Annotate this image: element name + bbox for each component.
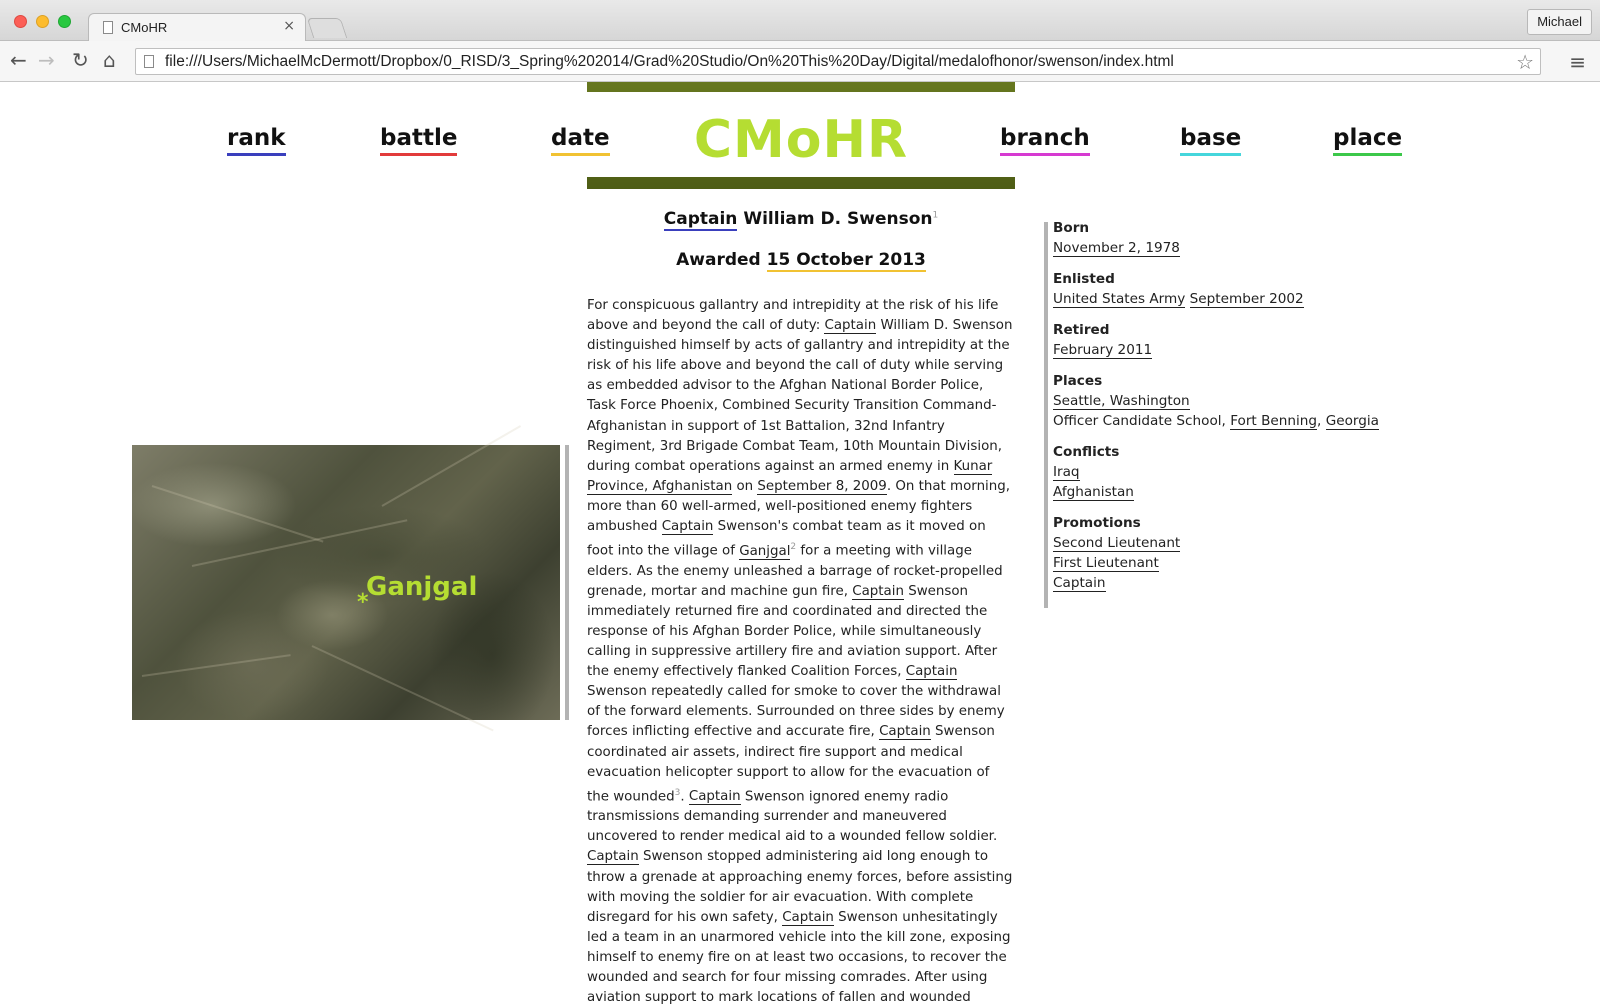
nav-rank[interactable]: rank	[227, 125, 286, 156]
awarded-label: Awarded	[676, 250, 761, 270]
nav-date[interactable]: date	[551, 125, 610, 156]
enlisted-section: Enlisted United States Army September 2002	[1053, 271, 1304, 307]
nav-place[interactable]: place	[1333, 125, 1402, 156]
conflicts-section: Conflicts Iraq Afghanistan	[1053, 444, 1134, 500]
back-arrow-icon[interactable]: ←	[10, 48, 27, 72]
rank-link[interactable]: Captain	[688, 789, 741, 805]
map-location-label: Ganjgal	[366, 572, 478, 602]
village-link[interactable]: Ganjgal	[739, 543, 791, 559]
site-logo[interactable]: CMoHR	[693, 110, 909, 170]
recipient-title	[587, 209, 1015, 229]
satellite-map[interactable]	[132, 445, 560, 720]
rank-link[interactable]: Captain	[782, 909, 834, 925]
rank-link[interactable]: Captain	[852, 583, 904, 599]
nav-branch[interactable]: branch	[1000, 125, 1090, 156]
location-marker-icon: *	[357, 590, 369, 615]
sidebar-divider-bar	[1044, 222, 1048, 608]
conflict-link[interactable]: Afghanistan	[1053, 484, 1134, 500]
citation-text: For conspicuous gallantry and intrepidity at the risk of his life above and beyond the call of duty: Captain William D. Swenson distinguished himself by acts of gallantry and intrepidity at the risk of his life above and beyond the call of duty while serving as embedded advisor to the Afghan National Border Police, Task Force Phoenix, Combined Security Transition Command-Afghanistan in support of 1st Battalion, 32nd Infantry Regiment, 3rd Brigade Combat Team, 10th Mountain Division, during combat operations against an armed enemy in Kunar Province, Afghanistan on September 8, 2009. On that morning, more than 60 well-armed, well-positioned enemy fighters ambushed Captain Swenson's combat team as it moved on foot into the village of Ganjgal$^2$ for a meeting with village elders. As the enemy unleashed a barrage of rocket-propelled grenade, mortar and machine gun fire, Captain Swenson immediately returned fire and coordinated and directed the response of his Afghan Border Police, while simultaneously calling in suppressive artillery fire and aviation support. After the enemy effectively flanked Coalition Forces, Captain Swenson repeatedly called for smoke to cover the withdrawal of the forward elements. Surrounded on three sides by enemy forces inflicting effective and accurate fire, Captain Swenson coordinated air assets, indirect fire support and medical evacuation helicopter support to allow for the evacuation of the wounded$^3$. Captain Swenson ignored enemy radio transmissions demanding surrender and maneuvered uncovered to render medical aid to a wounded fellow soldier. Captain Swenson stopped administering aid long enough to throw a grenade at approaching enemy forces, before assisting with moving the soldier for air evacuation. With complete disregard for his own safety, Captain Swenson unhesitatingly led a team in an unarmored vehicle into the kill zone, exposing himself to enemy fire on at least two occasions, to recover the wounded and search for four missing comrades. After using aviation support to mark locations of fallen and wounded	[587, 298, 1013, 1006]
new-tab-button[interactable]	[307, 18, 347, 38]
forward-arrow-icon[interactable]: →	[38, 48, 55, 72]
tab-close-icon[interactable]: ×	[283, 18, 295, 34]
born-date-link[interactable]: November 2, 1978	[1053, 240, 1180, 256]
award-date-line	[587, 250, 1015, 270]
rank-link[interactable]: Captain	[663, 209, 738, 229]
minimize-window-button[interactable]	[36, 15, 49, 28]
footnote-marker[interactable]: 3	[674, 787, 681, 798]
rank-link[interactable]: Captain	[905, 664, 958, 680]
promotions-section: Promotions Second Lieutenant First Lieutenant Captain	[1053, 515, 1181, 591]
zoom-window-button[interactable]	[58, 15, 71, 28]
place-link[interactable]: Seattle, Washington	[1053, 393, 1190, 409]
recipient-facts-sidebar	[1053, 218, 1473, 604]
recipient-name: William D. Swenson	[743, 209, 933, 229]
browser-tab-active[interactable]	[88, 13, 306, 42]
nav-battle[interactable]: battle	[380, 125, 457, 156]
date-link[interactable]: September 8, 2009	[757, 478, 887, 494]
nav-base[interactable]: base	[1180, 125, 1241, 156]
base-link[interactable]: Fort Benning	[1230, 413, 1318, 429]
browser-menu-icon[interactable]: ≡	[1569, 50, 1586, 74]
promotion-link[interactable]: Captain	[1053, 575, 1106, 591]
rank-link[interactable]: Captain	[587, 849, 639, 865]
footnote-marker[interactable]: 2	[790, 542, 797, 553]
rank-link[interactable]: Captain	[824, 318, 877, 334]
page-icon	[144, 55, 154, 68]
rank-link[interactable]: Captain	[879, 724, 931, 740]
page-icon	[103, 21, 113, 34]
retired-date-link[interactable]: February 2011	[1053, 342, 1153, 358]
tab-title: CMoHR	[121, 20, 168, 35]
address-bar-url[interactable]: file:///Users/MichaelMcDermott/Dropbox/0_RISD/3_Spring%202014/Grad%20Studio/On%20This%20Day/Digital/medalofhonor/swenson/index.html	[165, 53, 1174, 70]
map-divider-bar	[565, 445, 569, 720]
rank-link[interactable]: Captain	[661, 519, 714, 535]
conflict-link[interactable]: Iraq	[1053, 464, 1080, 480]
places-section: Places Seattle, Washington Officer Candidate School, Fort Benning, Georgia	[1053, 373, 1379, 429]
place-link[interactable]: Georgia	[1325, 413, 1379, 429]
close-window-button[interactable]	[14, 15, 27, 28]
profile-button[interactable]: Michael	[1527, 9, 1592, 35]
reload-icon[interactable]: ↻	[72, 48, 89, 72]
masthead-banner	[587, 82, 1015, 189]
bookmark-star-icon[interactable]: ☆	[1516, 50, 1534, 74]
award-date-link[interactable]: 15 October 2013	[766, 250, 926, 270]
page-content	[0, 82, 1600, 1006]
promotion-link[interactable]: First Lieutenant	[1053, 555, 1159, 571]
branch-link[interactable]: United States Army	[1053, 291, 1186, 307]
address-bar[interactable]	[135, 48, 1541, 75]
footnote-marker[interactable]: 1	[932, 210, 939, 221]
place-link[interactable]: Kunar Province, Afghanistan	[587, 458, 993, 494]
born-section: Born November 2, 1978	[1053, 220, 1180, 256]
browser-toolbar	[0, 41, 1600, 82]
home-icon[interactable]: ⌂	[103, 48, 116, 72]
enlisted-date-link[interactable]: September 2002	[1189, 291, 1304, 307]
window-titlebar	[0, 0, 1600, 41]
promotion-link[interactable]: Second Lieutenant	[1053, 535, 1181, 551]
retired-section: Retired February 2011	[1053, 322, 1153, 358]
